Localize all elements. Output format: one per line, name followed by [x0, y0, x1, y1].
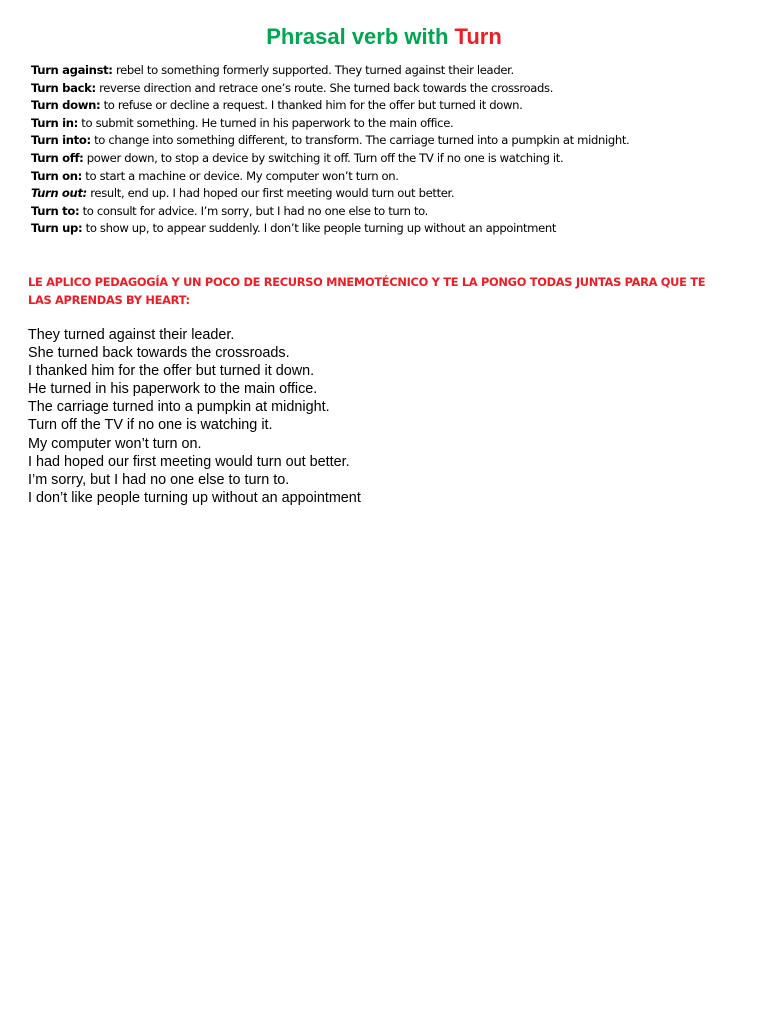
definition-item	[31, 62, 751, 80]
definition-term: Turn in:	[31, 115, 78, 130]
definition-term: Turn to:	[31, 203, 80, 218]
definitions-list	[31, 62, 751, 238]
example-sentence: He turned in his paperwork to the main office.	[28, 381, 318, 398]
definition-item	[31, 203, 751, 221]
definition-item	[31, 97, 751, 115]
example-sentence: I’m sorry, but I had no one else to turn to.	[28, 471, 290, 488]
definition-term: Turn off:	[31, 150, 84, 165]
definition-term: Turn out:	[31, 186, 87, 201]
definition-text: to refuse or decline a request. I thanked him for the offer but turned it down.	[100, 98, 523, 113]
definition-text: to start a machine or device. My computer won’t turn on.	[81, 168, 399, 183]
definition-text: to change into something different, to transform. The carriage turned into a pumpkin at midnight.	[90, 133, 630, 148]
definition-term: Turn on:	[31, 168, 82, 183]
definition-item	[31, 220, 751, 238]
definition-item	[31, 132, 751, 150]
definition-text: to show up, to appear suddenly. I don’t like people turning up without an appointment	[82, 221, 557, 236]
definition-term: Turn down:	[31, 98, 101, 113]
example-sentences-list	[28, 326, 728, 507]
example-sentence: Turn off the TV if no one is watching it.	[28, 417, 273, 434]
definition-item	[31, 80, 751, 98]
page-title	[0, 24, 768, 50]
definition-text: to consult for advice. I’m sorry, but I had no one else to turn to.	[79, 203, 429, 218]
example-sentence: I don’t like people turning up without an appointment	[28, 489, 361, 506]
definition-term: Turn against:	[31, 63, 113, 77]
definition-text: power down, to stop a device by switching it off. Turn off the TV if no one is watching it.	[83, 150, 564, 165]
example-sentence: I had hoped our first meeting would turn out better.	[28, 453, 350, 470]
definition-text: result, end up. I had hoped our first meeting would turn out better.	[86, 186, 455, 201]
example-sentence: My computer won’t turn on.	[28, 435, 202, 452]
definition-item	[31, 168, 751, 186]
definition-text: to submit something. He turned in his paperwork to the main office.	[77, 115, 454, 130]
title-prefix: Phrasal verb with	[266, 24, 455, 49]
definition-item	[31, 150, 751, 168]
definition-item	[31, 185, 751, 203]
mnemonic-note: LE APLICO PEDAGOGÍA Y UN POCO DE RECURSO MNEMOTÉCNICO Y TE LA PONGO TODAS JUNTAS PARA QUE TE LAS APRENDAS BY HEART:	[28, 275, 706, 307]
example-sentence: They turned against their leader.	[28, 327, 235, 343]
example-sentence: The carriage turned into a pumpkin at midnight.	[28, 399, 330, 416]
title-highlight: Turn	[454, 24, 502, 49]
example-sentence: I thanked him for the offer but turned it down.	[28, 363, 315, 380]
definition-term: Turn up:	[31, 221, 83, 236]
example-sentence: She turned back towards the crossroads.	[28, 345, 290, 362]
definition-text: reverse direction and retrace one’s route. She turned back towards the crossroads.	[95, 80, 554, 95]
definition-item	[31, 115, 751, 133]
definition-term: Turn into:	[31, 133, 91, 148]
definition-text: rebel to something formerly supported. They turned against their leader.	[112, 63, 514, 77]
definition-term: Turn back:	[31, 80, 96, 95]
